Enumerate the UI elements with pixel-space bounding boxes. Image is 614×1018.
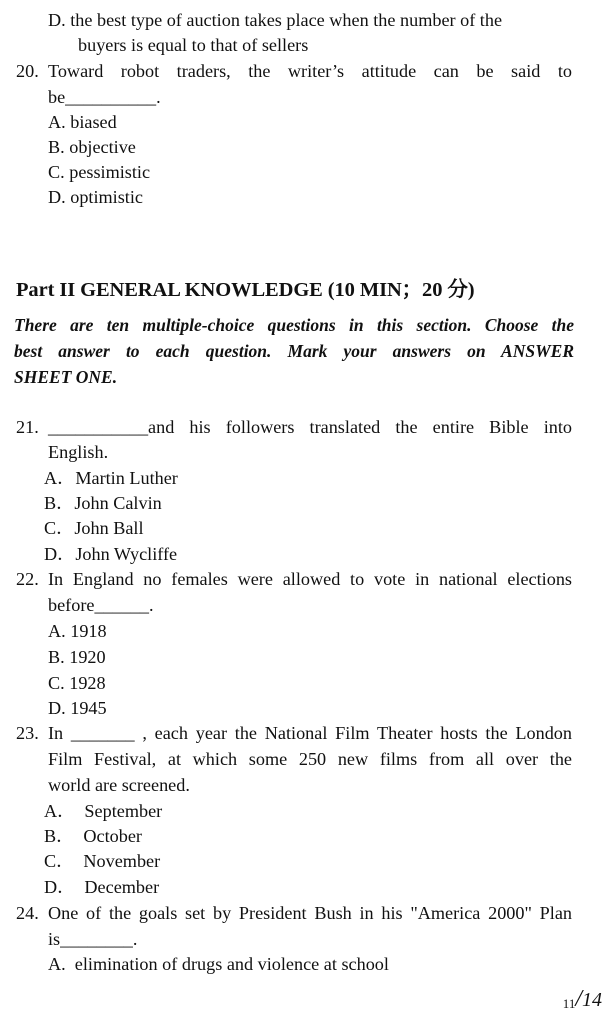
- q24-stem-line2: is________.: [48, 929, 138, 949]
- q20-option-b: B. objective: [48, 137, 136, 157]
- page-number-total: 14: [582, 989, 602, 1011]
- q23-number: 23.: [16, 723, 39, 743]
- q23-option-c: C． November: [44, 851, 161, 871]
- q22-stem-line1: In England no females were allowed to vote in national elections: [48, 569, 572, 589]
- section-heading: Part II GENERAL KNOWLEDGE (10 MIN；20 分): [16, 279, 475, 301]
- q23-option-b: B． October: [44, 826, 142, 846]
- q21-option-b: B．John Calvin: [44, 493, 162, 513]
- page-number: [563, 986, 602, 1013]
- q23-option-a: A． September: [44, 801, 163, 821]
- q24-number: 24.: [16, 903, 39, 923]
- q21-option-c: C．John Ball: [44, 518, 144, 538]
- page-number-current: 11: [562, 996, 576, 1011]
- q21-stem-line2: English.: [48, 442, 109, 462]
- q23-option-d: D． December: [44, 877, 160, 897]
- q22-option-b: B. 1920: [48, 647, 106, 667]
- q21-number: 21.: [16, 417, 39, 437]
- q23-stem-line3: world are screened.: [48, 775, 190, 795]
- q20-stem-line2: be__________.: [48, 87, 161, 107]
- q21-option-a: A．Martin Luther: [44, 468, 178, 488]
- q23-stem-line1: In _______ , each year the National Film Theater hosts the London: [48, 723, 572, 743]
- instructions-line2: best answer to each question. Mark your answers on ANSWER: [14, 341, 574, 361]
- q20-number: 20.: [16, 61, 39, 81]
- q24-option-a: A. elimination of drugs and violence at school: [48, 954, 389, 974]
- q21-stem-line1: ___________and his followers translated the entire Bible into: [48, 417, 572, 437]
- q20-option-c: C. pessimistic: [48, 162, 151, 182]
- q20-option-a: A. biased: [48, 112, 117, 132]
- instructions-line3: SHEET ONE.: [14, 367, 118, 387]
- instructions-line1: There are ten multiple-choice questions in this section. Choose the: [14, 315, 574, 335]
- q21-option-d: D．John Wycliffe: [44, 544, 178, 564]
- q22-stem-line2: before______.: [48, 595, 154, 615]
- q22-option-d: D. 1945: [48, 698, 107, 718]
- q22-option-a: A. 1918: [48, 621, 107, 641]
- q20-stem-line1: Toward robot traders, the writer’s attitude can be said to: [48, 61, 572, 81]
- q20-option-d: D. optimistic: [48, 187, 143, 207]
- q23-stem-line2: Film Festival, at which some 250 new films from all over the: [48, 749, 572, 769]
- q19-option-d-line2: buyers is equal to that of sellers: [78, 35, 309, 55]
- q22-number: 22.: [16, 569, 39, 589]
- q22-option-c: C. 1928: [48, 673, 106, 693]
- q19-option-d-line1: D. the best type of auction takes place when the number of the: [48, 10, 503, 30]
- page-number-slash: /: [575, 986, 582, 1012]
- q24-stem-line1: One of the goals set by President Bush in his "America 2000" Plan: [48, 903, 572, 923]
